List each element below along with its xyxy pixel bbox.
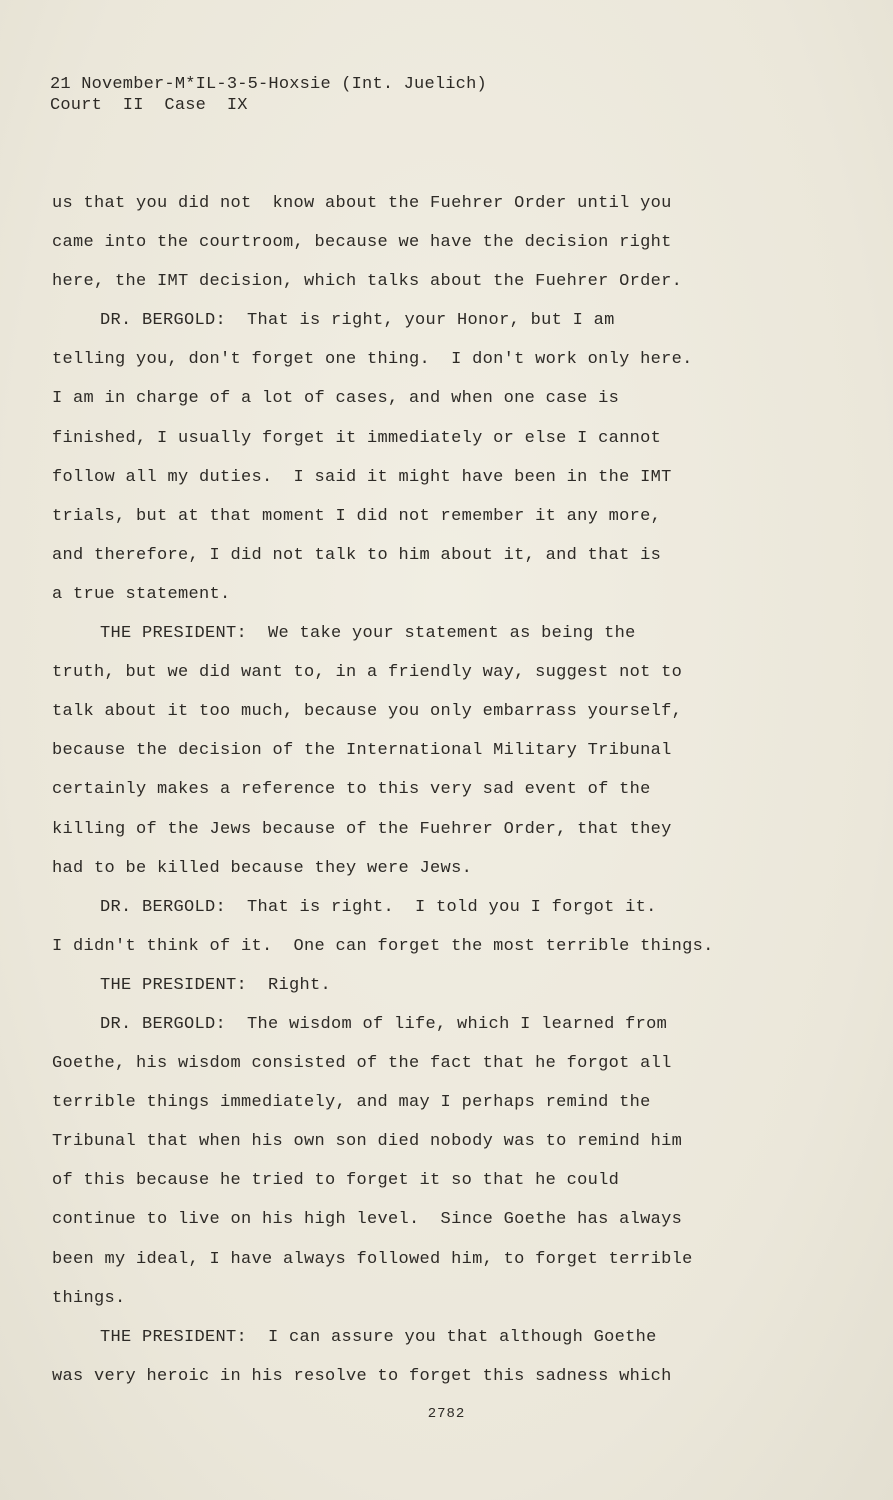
transcript-line: us that you did not know about the Fuehrer Order until you bbox=[52, 194, 672, 213]
transcript-line: because the decision of the International Military Tribunal bbox=[52, 741, 672, 761]
transcript-line: killing of the Jews because of the Fuehrer Order, that they bbox=[52, 819, 672, 839]
transcript-line: a true statement. bbox=[52, 584, 231, 604]
transcript-body bbox=[52, 184, 792, 1396]
transcript-line: had to be killed because they were Jews. bbox=[52, 858, 473, 878]
transcript-line: talk about it too much, because you only embarrass yourself, bbox=[52, 702, 683, 722]
transcript-line: and therefore, I did not talk to him about it, and that is bbox=[52, 545, 662, 565]
transcript-line: of this because he tried to forget it so that he could bbox=[52, 1171, 620, 1191]
transcript-line: follow all my duties. I said it might have been in the IMT bbox=[52, 467, 672, 487]
transcript-line: DR. BERGOLD: That is right, your Honor, but I am bbox=[100, 311, 615, 331]
document-header bbox=[50, 74, 487, 116]
transcript-line: DR. BERGOLD: The wisdom of life, which I learned from bbox=[100, 1014, 668, 1034]
transcript-line: finished, I usually forget it immediately or else I cannot bbox=[52, 428, 662, 448]
transcript-line: THE PRESIDENT: We take your statement as being the bbox=[100, 624, 636, 644]
transcript-line: terrible things immediately, and may I perhaps remind the bbox=[52, 1093, 651, 1113]
transcript-line: I am in charge of a lot of cases, and when one case is bbox=[52, 389, 620, 409]
transcript-line: been my ideal, I have always followed him, to forget terrible bbox=[52, 1249, 693, 1269]
transcript-line: I didn't think of it. One can forget the most terrible things. bbox=[52, 936, 714, 956]
page-number: 2782 bbox=[427, 1406, 466, 1422]
transcript-line: was very heroic in his resolve to forget this sadness which bbox=[52, 1366, 672, 1386]
transcript-line: Tribunal that when his own son died nobody was to remind him bbox=[52, 1132, 683, 1152]
transcript-line: THE PRESIDENT: Right. bbox=[100, 975, 332, 995]
header-line-date-session: 21 November-M*IL-3-5-Hoxsie (Int. Juelich) bbox=[50, 75, 487, 94]
transcript-line: telling you, don't forget one thing. I don't work only here. bbox=[52, 350, 693, 370]
transcript-line: came into the courtroom, because we have the decision right bbox=[52, 233, 672, 253]
transcript-line: certainly makes a reference to this very sad event of the bbox=[52, 780, 651, 800]
transcript-line: continue to live on his high level. Since Goethe has always bbox=[52, 1210, 683, 1230]
transcript-line: THE PRESIDENT: I can assure you that although Goethe bbox=[100, 1327, 657, 1347]
transcript-line: here, the IMT decision, which talks about the Fuehrer Order. bbox=[52, 272, 683, 292]
transcript-line: truth, but we did want to, in a friendly way, suggest not to bbox=[52, 663, 683, 683]
header-line-court-case: Court II Case IX bbox=[50, 96, 248, 115]
transcript-line: Goethe, his wisdom consisted of the fact that he forgot all bbox=[52, 1054, 672, 1074]
transcript-line: trials, but at that moment I did not remember it any more, bbox=[52, 506, 662, 526]
transcript-line: DR. BERGOLD: That is right. I told you I forgot it. bbox=[100, 897, 657, 917]
transcript-line: things. bbox=[52, 1288, 126, 1308]
